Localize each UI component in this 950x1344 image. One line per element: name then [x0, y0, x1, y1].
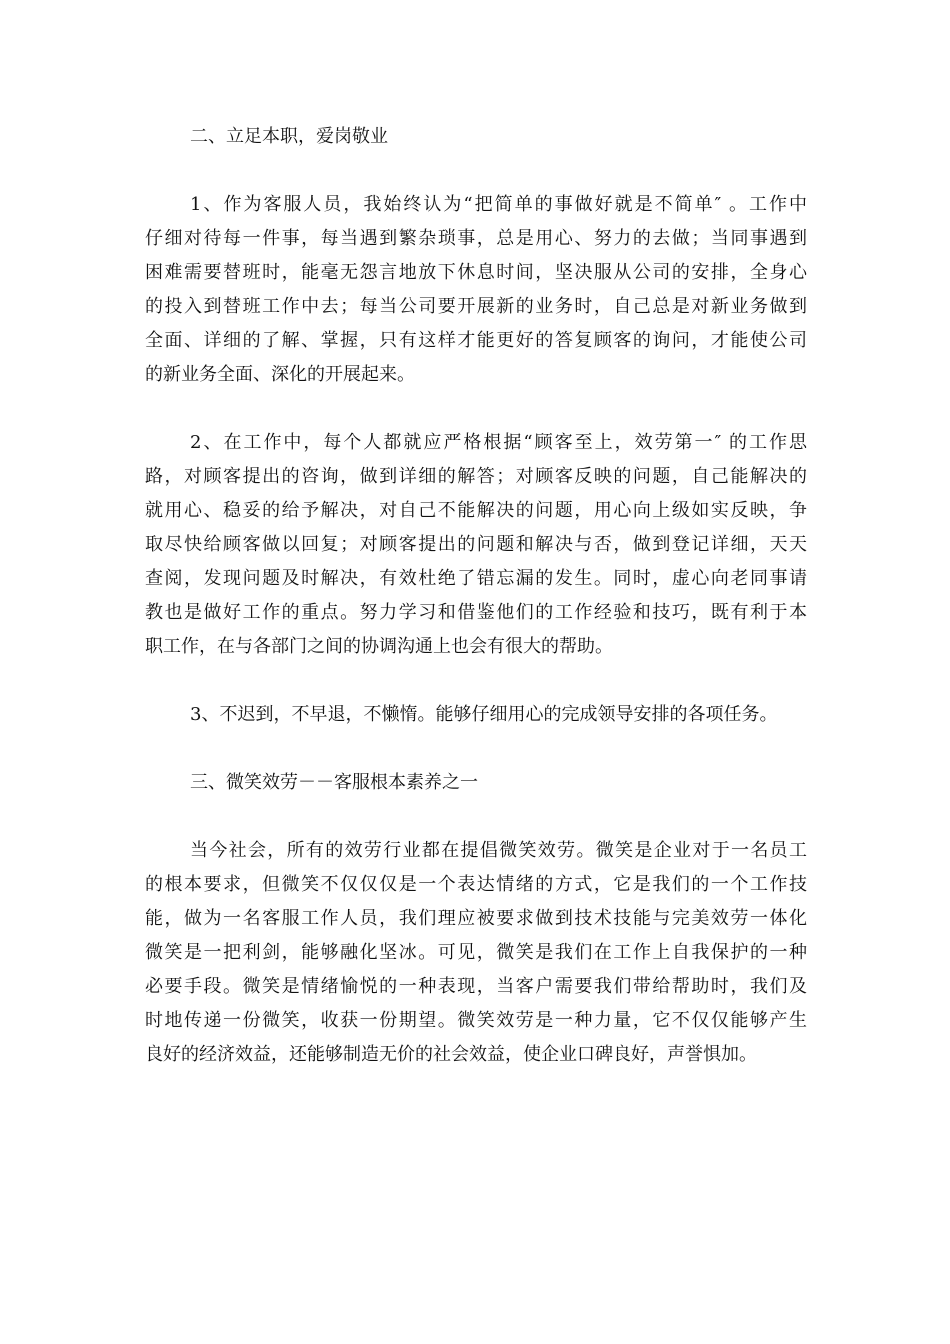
paragraph-1 — [145, 188, 807, 392]
paragraph-line: 1、作为客服人员，我始终认为“把简单的事做好就是不简单″ 。工作中 — [190, 194, 807, 215]
paragraph-line: 时地传递一份微笑，收获一份期望。微笑效劳是一种力量，它不仅仅能够产生 — [145, 1010, 807, 1031]
paragraph-4 — [145, 834, 807, 1072]
paragraph-line: 能，做为一名客服工作人员，我们理应被要求做到技术技能与完美效劳一体化 — [145, 908, 807, 929]
document-page — [145, 120, 807, 1072]
paragraph-line: 查阅，发现问题及时解决，有效杜绝了错忘漏的发生。同时，虚心向老同事请 — [145, 568, 807, 589]
paragraph-line: 就用心、稳妥的给予解决，对自己不能解决的问题，用心向上级如实反映，争 — [145, 500, 807, 521]
paragraph-3 — [145, 698, 807, 732]
paragraph-line: 的投入到替班工作中去；每当公司要开展新的业务时，自己总是对新业务做到 — [145, 296, 807, 317]
paragraph-line: 良好的经济效益，还能够制造无价的社会效益，使企业口碑良好，声誉惧加。 — [145, 1044, 757, 1065]
paragraph-line: 微笑是一把利剑，能够融化坚冰。可见，微笑是我们在工作上自我保护的一种 — [145, 942, 807, 963]
paragraph-line: 困难需要替班时，能毫无怨言地放下休息时间，坚决服从公司的安排，全身心 — [145, 262, 807, 283]
section-heading-2: 二、立足本职，爱岗敬业 — [190, 126, 388, 147]
paragraph-line: 的新业务全面、深化的开展起来。 — [145, 364, 415, 385]
paragraph-2 — [145, 426, 807, 664]
paragraph-line: 仔细对待每一件事，每当遇到繁杂琐事，总是用心、努力的去做；当同事遇到 — [145, 228, 807, 249]
paragraph-line: 的根本要求，但微笑不仅仅仅是一个表达情绪的方式，它是我们的一个工作技 — [145, 874, 807, 895]
paragraph-line: 全面、详细的了解、掌握，只有这样才能更好的答复顾客的询问，才能使公司 — [145, 330, 807, 351]
paragraph-line: 当今社会，所有的效劳行业都在提倡微笑效劳。微笑是企业对于一名员工 — [190, 840, 807, 861]
paragraph-line: 3、不迟到，不早退，不懒惰。能够仔细用心的完成领导安排的各项任务。 — [190, 704, 778, 725]
section-heading-3: 三、微笑效劳－－客服根本素养之一 — [190, 772, 478, 793]
paragraph-line: 2、在工作中，每个人都就应严格根据“顾客至上，效劳第一″ 的工作思 — [190, 432, 807, 453]
paragraph-line: 教也是做好工作的重点。努力学习和借鉴他们的工作经验和技巧，既有利于本 — [145, 602, 807, 623]
paragraph-line: 职工作，在与各部门之间的协调沟通上也会有很大的帮助。 — [145, 636, 613, 657]
paragraph-line: 取尽快给顾客做以回复；对顾客提出的问题和解决与否，做到登记详细，天天 — [145, 534, 807, 555]
paragraph-line: 路，对顾客提出的咨询，做到详细的解答；对顾客反映的问题，自己能解决的 — [145, 466, 807, 487]
paragraph-line: 必要手段。微笑是情绪愉悦的一种表现，当客户需要我们带给帮助时，我们及 — [145, 976, 807, 997]
